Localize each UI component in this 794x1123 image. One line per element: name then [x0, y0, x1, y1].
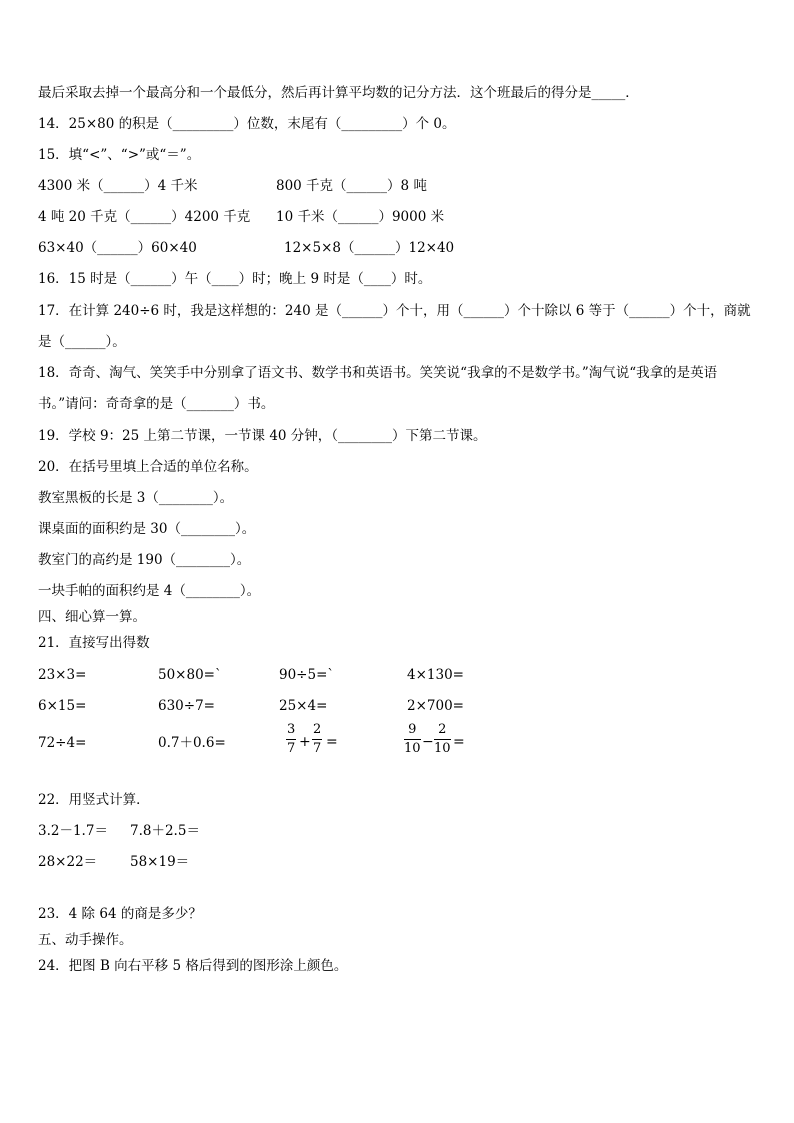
q13-continuation: 最后采取去掉一个最高分和一个最低分，然后再计算平均数的记分方法．这个班最后的得分是_____．: [38, 85, 639, 101]
section-4-title: 四、细心算一算。: [38, 609, 146, 625]
calc-2x700: 2×700=: [407, 698, 464, 714]
fraction-denominator: 10: [404, 741, 421, 756]
fraction-numerator: 2: [312, 723, 322, 740]
vertical-calc-3: 28×22＝: [38, 854, 98, 870]
fraction-numerator: 2: [434, 723, 451, 740]
q20-text: 20．在括号里填上合适的单位名称。: [38, 459, 258, 475]
q21-text: 21．直接写出得数: [38, 635, 150, 651]
q15-row3-right: 12×5×8（______）12×40: [284, 240, 455, 256]
equals-operator: =: [326, 734, 338, 750]
q19-text: 19．学校 9：25 上第二节课，一节课 40 分钟，（________）下第二节课。: [38, 428, 487, 444]
q18-line2: 书。”请问：奇奇拿的是（_______）书。: [38, 396, 275, 412]
fraction-denominator: 7: [313, 741, 322, 756]
fraction-numerator: 9: [404, 723, 421, 740]
minus-operator: −: [422, 734, 434, 750]
calc-90d5: 90÷5=`: [279, 667, 335, 683]
plus-operator: +: [299, 734, 311, 750]
equals-operator: =: [453, 734, 465, 750]
fraction-3-7: [286, 723, 296, 756]
calc-630d7: 630÷7=: [158, 698, 215, 714]
calc-07p06: 0.7＋0.6=: [158, 735, 226, 751]
q15-text: 15．填“<”、“>”或“＝”。: [38, 147, 201, 163]
q17-line2: 是（______）。: [38, 334, 126, 350]
vertical-calc-2: 7.8＋2.5＝: [130, 823, 200, 839]
fraction-denominator: 10: [434, 741, 451, 756]
calc-25x4: 25×4=: [279, 698, 328, 714]
fraction-denominator: 7: [287, 741, 296, 756]
q20-item3: 教室门的高约是 190（________）。: [38, 552, 251, 568]
q15-row3-left: 63×40（______）60×40: [38, 240, 197, 256]
q17-line1: 17．在计算 240÷6 时，我是这样想的：240 是（______）个十，用（______）个十除以 6 等于（______）个十，商就: [38, 303, 751, 319]
calc-50x80: 50×80=`: [158, 667, 222, 683]
calc-6x15: 6×15=: [38, 698, 87, 714]
fraction-2-7: [312, 723, 322, 756]
q22-text: 22．用竖式计算．: [38, 792, 150, 808]
fraction-2-10: [434, 723, 451, 756]
q23-text: 23．4 除 64 的商是多少？: [38, 906, 202, 922]
q15-row2-left: 4 吨 20 千克（______）4200 千克: [38, 209, 251, 225]
calc-72d4: 72÷4=: [38, 735, 87, 751]
q15-row1-left: 4300 米（______）4 千米: [38, 178, 198, 194]
vertical-calc-1: 3.2－1.7＝: [38, 823, 108, 839]
q20-item1: 教室黑板的长是 3（________）。: [38, 490, 234, 506]
section-5-title: 五、动手操作。: [38, 932, 133, 948]
q20-item2: 课桌面的面积约是 30（________）。: [38, 521, 256, 537]
q18-line1: 18．奇奇、淘气、笑笑手中分别拿了语文书、数学书和英语书。笑笑说“我拿的不是数学书。”淘气说“我拿的是英语: [38, 365, 718, 381]
fraction-numerator: 3: [286, 723, 296, 740]
q16-text: 16．15 时是（______）午（____）时；晚上 9 时是（____）时。: [38, 271, 432, 287]
vertical-calc-4: 58×19＝: [130, 854, 190, 870]
q24-text: 24．把图 B 向右平移 5 格后得到的图形涂上颜色。: [38, 958, 348, 974]
fraction-9-10: [404, 723, 421, 756]
q15-row1-right: 800 千克（______）8 吨: [276, 178, 427, 194]
q20-item4: 一块手帕的面积约是 4（________）。: [38, 583, 261, 599]
calc-4x130: 4×130=: [407, 667, 464, 683]
q14-text: 14．25×80 的积是（_________）位数，末尾有（_________）个 0。: [38, 116, 456, 132]
q15-row2-right: 10 千米（______）9000 米: [276, 209, 445, 225]
calc-23x3: 23×3=: [38, 667, 87, 683]
